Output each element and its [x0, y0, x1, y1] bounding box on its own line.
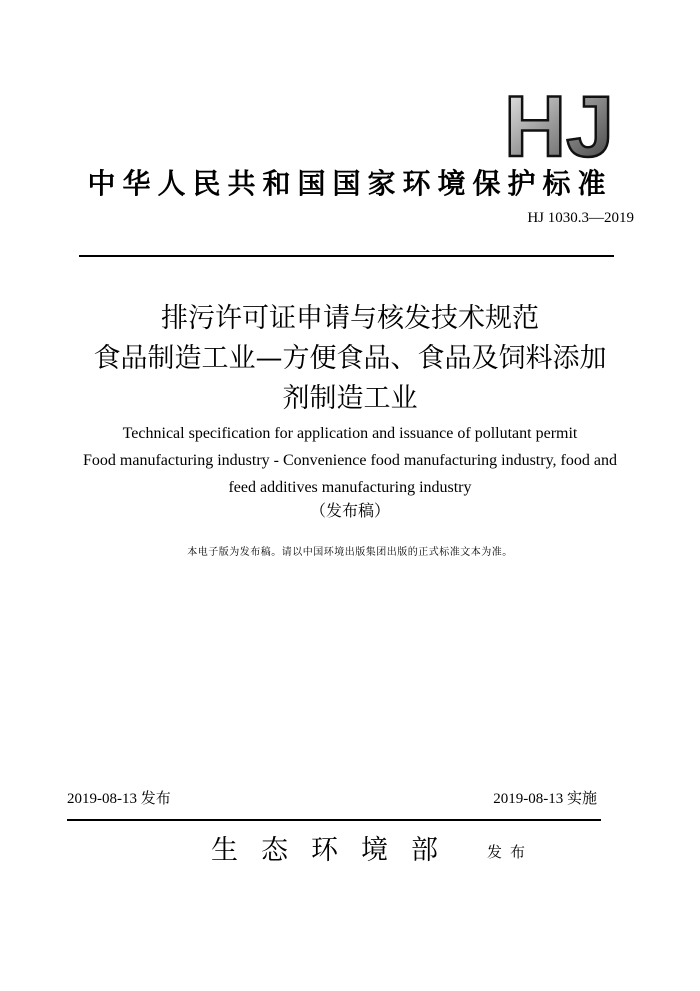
- effective-date: 2019-08-13 实施: [493, 791, 597, 807]
- standard-number: HJ 1030.3—2019: [527, 210, 634, 226]
- english-title-line-2: Food manufacturing industry - Convenience food manufacturing industry, food and: [83, 452, 617, 469]
- hj-logo: [500, 86, 630, 166]
- header-divider: [79, 255, 614, 257]
- chinese-title-line-1: 排污许可证申请与核发技术规范: [161, 303, 539, 334]
- country-standard-title: 中华人民共和国国家环境保护标准: [87, 167, 613, 200]
- hj-logo-text: HJ: [504, 86, 614, 166]
- english-title-line-3: feed additives manufacturing industry: [228, 479, 472, 496]
- english-title-line-1: Technical specification for application and issuance of pollutant permit: [122, 425, 578, 442]
- draft-label: （发布稿）: [309, 501, 390, 520]
- publish-label: 发布: [487, 843, 534, 861]
- edition-notice: 本电子版为发布稿。请以中国环境出版集团出版的正式标准文本为准。: [187, 547, 513, 558]
- footer-divider: [67, 819, 601, 821]
- chinese-title-line-3: 剂制造工业: [282, 383, 418, 414]
- issuing-ministry: 生态环境部: [211, 835, 461, 866]
- issue-date: 2019-08-13 发布: [67, 791, 171, 807]
- chinese-title-line-2: 食品制造工业—方便食品、食品及饲料添加: [93, 343, 607, 374]
